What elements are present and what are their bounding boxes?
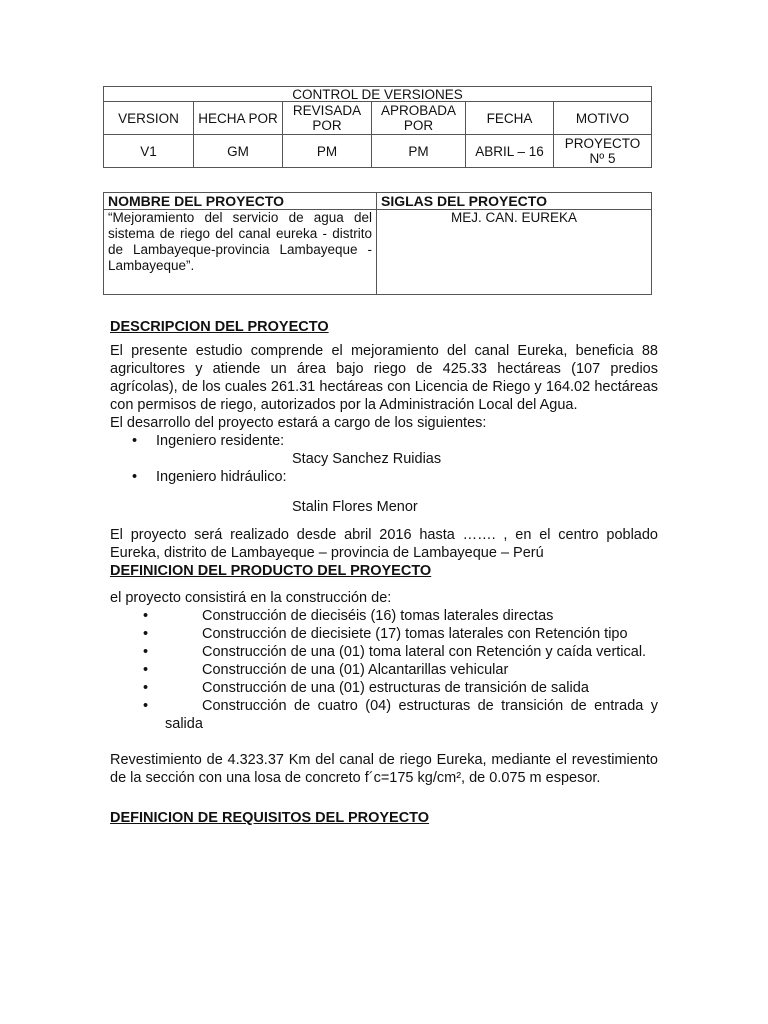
header-reason: MOTIVO [554, 102, 652, 135]
bullet-icon: • [143, 662, 149, 678]
cell-reason: PROYECTO Nº 5 [554, 135, 652, 168]
header-date: FECHA [466, 102, 554, 135]
project-acronym-header: SIGLAS DEL PROYECTO [377, 193, 652, 210]
construction-item: Construcción de una (01) Alcantarillas vehicular [202, 662, 509, 678]
bullet-icon: • [143, 644, 149, 660]
project-acronym-value: MEJ. CAN. EUREKA [377, 210, 652, 295]
project-name-table [103, 192, 652, 295]
version-control-table [103, 86, 652, 168]
resident-engineer-label: Ingeniero residente: [156, 433, 285, 449]
list-item [110, 697, 658, 733]
list-item [110, 432, 658, 450]
bullet-icon: • [143, 626, 149, 642]
construction-item: Construcción de una (01) toma lateral con Retención y caída vertical. [202, 644, 647, 660]
list-item [110, 679, 658, 697]
construction-item: Construcción de dieciséis (16) tomas laterales directas [202, 608, 554, 624]
cell-approved-by: PM [372, 135, 466, 168]
header-reviewed-by: REVISADA POR [283, 102, 372, 135]
list-item [110, 625, 658, 643]
project-name-header: NOMBRE DEL PROYECTO [104, 193, 377, 210]
engineers-list [110, 432, 658, 516]
header-made-by: HECHA POR [194, 102, 283, 135]
cell-version: V1 [104, 135, 194, 168]
bullet-icon: • [143, 680, 149, 696]
cell-made-by: GM [194, 135, 283, 168]
construction-item: Construcción de cuatro (04) estructuras de transición de entrada y salida [165, 698, 658, 732]
list-item [110, 661, 658, 679]
version-table-title: CONTROL DE VERSIONES [104, 87, 652, 102]
description-paragraph-2: El desarrollo del proyecto estará a cargo de los siguientes: [110, 415, 487, 431]
list-item [110, 643, 658, 661]
construction-item: Construcción de una (01) estructuras de transición de salida [202, 680, 589, 696]
resident-engineer-name: Stacy Sanchez Ruidias [292, 451, 442, 467]
bullet-icon: • [132, 433, 138, 449]
cell-reviewed-by: PM [283, 135, 372, 168]
description-heading: DESCRIPCION DEL PROYECTO [110, 319, 329, 335]
product-closing-paragraph: Revestimiento de 4.323.37 Km del canal de riego Eureka, mediante el revestimiento de la sección con una losa de concreto f´c=175 kg/cm², de 0.075 m espesor. [110, 752, 658, 786]
bullet-icon: • [143, 608, 149, 624]
product-heading: DEFINICION DEL PRODUCTO DEL PROYECTO [110, 563, 432, 579]
header-approved-by: APROBADA POR [372, 102, 466, 135]
header-version: VERSION [104, 102, 194, 135]
description-paragraph-1: El presente estudio comprende el mejoramiento del canal Eureka, beneficia 88 agricultores y atiende un área bajo riego de 425.33 hectáreas (107 predios agrícolas), de los cuales 261.31 hectáreas con Licencia de Riego y 164.02 hectáreas con permisos de riego, autorizados por la Administración Local del Agua. [110, 343, 658, 413]
list-item [110, 607, 658, 625]
cell-date: ABRIL – 16 [466, 135, 554, 168]
bullet-icon: • [143, 698, 149, 714]
requirements-heading: DEFINICION DE REQUISITOS DEL PROYECTO [110, 810, 430, 826]
hydraulic-engineer-name: Stalin Flores Menor [292, 499, 418, 515]
bullet-icon: • [132, 469, 138, 485]
project-name-value: “Mejoramiento del servicio de agua del sistema de riego del canal eureka - distrito de Lambayeque-provincia Lambayeque - Lambayeque”. [104, 210, 377, 295]
construction-list [110, 607, 658, 733]
description-paragraph-3: El proyecto será realizado desde abril 2016 hasta ……. , en el centro poblado Eureka, distrito de Lambayeque – provincia de Lambayeque – Perú [110, 527, 658, 561]
hydraulic-engineer-label: Ingeniero hidráulico: [156, 469, 287, 485]
product-intro: el proyecto consistirá en la construcción de: [110, 590, 392, 606]
document-body [110, 318, 658, 827]
list-item [110, 468, 658, 486]
construction-item: Construcción de diecisiete (17) tomas laterales con Retención tipo [202, 626, 628, 642]
